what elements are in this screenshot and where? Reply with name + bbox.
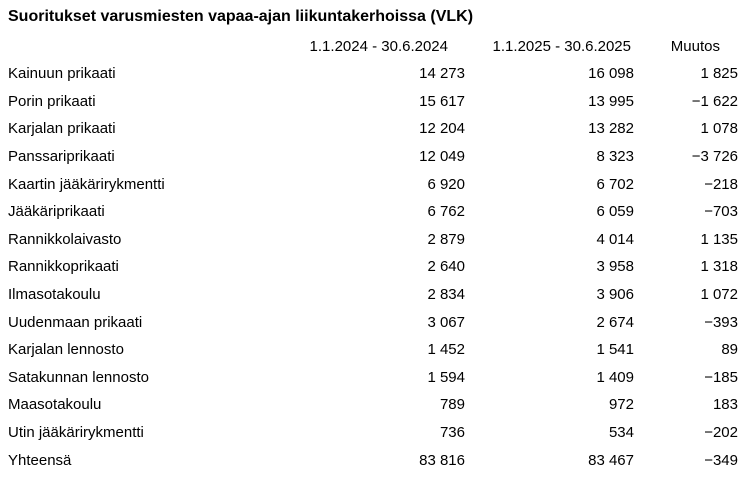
value-change: 1 135: [700, 230, 738, 248]
total-change: −349: [704, 451, 738, 469]
value-change: 183: [712, 396, 738, 414]
value-2024: 15 617: [419, 92, 465, 110]
value-2025: 1 409: [596, 368, 634, 386]
header-period-2024: 1.1.2024 - 30.6.2024: [309, 38, 448, 55]
value-change: 1 318: [700, 258, 738, 276]
unit-name: Kaartin jääkärirykmentti: [8, 175, 165, 193]
value-2025: 2 674: [596, 313, 634, 331]
value-2024: 6 920: [427, 175, 465, 193]
table-row: [0, 88, 750, 116]
unit-name: Kainuun prikaati: [8, 65, 116, 83]
value-2025: 3 906: [596, 286, 634, 304]
unit-name: Karjalan lennosto: [8, 341, 124, 359]
value-2025: 972: [608, 396, 634, 414]
value-2025: 534: [608, 424, 634, 442]
value-2025: 6 702: [596, 175, 634, 193]
value-2025: 1 541: [596, 341, 634, 359]
value-2024: 736: [439, 424, 465, 442]
value-2025: 16 098: [588, 65, 634, 83]
value-change: −218: [704, 175, 738, 193]
value-change: −202: [704, 424, 738, 442]
value-2024: 2 879: [427, 230, 465, 248]
unit-name: Rannikkolaivasto: [8, 230, 122, 248]
value-2024: 14 273: [419, 65, 465, 83]
table-row: [0, 115, 750, 143]
table-row: [0, 281, 750, 309]
total-row: [0, 446, 750, 474]
table-title: Suoritukset varusmiesten vapaa-ajan liikuntakerhoissa (VLK): [8, 8, 474, 25]
unit-name: Jääkäriprikaati: [8, 203, 105, 221]
table-row: [0, 198, 750, 226]
value-2024: 3 067: [427, 313, 465, 331]
value-2025: 6 059: [596, 203, 634, 221]
value-2025: 13 995: [588, 92, 634, 110]
unit-name: Karjalan prikaati: [8, 120, 116, 138]
table-row: [0, 336, 750, 364]
table-row: [0, 60, 750, 88]
value-change: −185: [704, 368, 738, 386]
value-change: 1 825: [700, 65, 738, 83]
header-change: Muutos: [670, 38, 720, 55]
value-2024: 12 204: [419, 120, 465, 138]
value-change: −1 622: [691, 92, 738, 110]
value-change: −703: [704, 203, 738, 221]
table-row: [0, 391, 750, 419]
value-change: 1 078: [700, 120, 738, 138]
value-change: −393: [704, 313, 738, 331]
unit-name: Satakunnan lennosto: [8, 368, 149, 386]
unit-name: Panssariprikaati: [8, 148, 115, 166]
table-row: [0, 419, 750, 447]
total-2025: 83 467: [588, 451, 634, 469]
table-row: [0, 364, 750, 392]
value-2024: 2 834: [427, 286, 465, 304]
table-row: [0, 143, 750, 171]
table-row: [0, 308, 750, 336]
total-2024: 83 816: [419, 451, 465, 469]
value-change: 1 072: [700, 286, 738, 304]
total-label: Yhteensä: [8, 451, 72, 469]
table-row: [0, 253, 750, 281]
unit-name: Porin prikaati: [8, 92, 96, 110]
value-2025: 3 958: [596, 258, 634, 276]
unit-name: Maasotakoulu: [8, 396, 102, 414]
value-change: 89: [721, 341, 738, 359]
table-row: [0, 226, 750, 254]
value-2024: 2 640: [427, 258, 465, 276]
header-period-2025: 1.1.2025 - 30.6.2025: [492, 38, 631, 55]
value-2024: 1 594: [427, 368, 465, 386]
unit-name: Utin jääkärirykmentti: [8, 424, 144, 442]
unit-name: Ilmasotakoulu: [8, 286, 101, 304]
value-2024: 6 762: [427, 203, 465, 221]
results-table: [0, 33, 750, 474]
unit-name: Uudenmaan prikaati: [8, 313, 143, 331]
value-2025: 8 323: [596, 148, 634, 166]
value-2024: 1 452: [427, 341, 465, 359]
value-change: −3 726: [691, 148, 738, 166]
header-row: [0, 33, 750, 60]
value-2024: 789: [439, 396, 465, 414]
value-2025: 4 014: [596, 230, 634, 248]
value-2024: 12 049: [419, 148, 465, 166]
unit-name: Rannikkoprikaati: [8, 258, 119, 276]
header-unit: [0, 33, 250, 60]
table-row: [0, 170, 750, 198]
value-2025: 13 282: [588, 120, 634, 138]
